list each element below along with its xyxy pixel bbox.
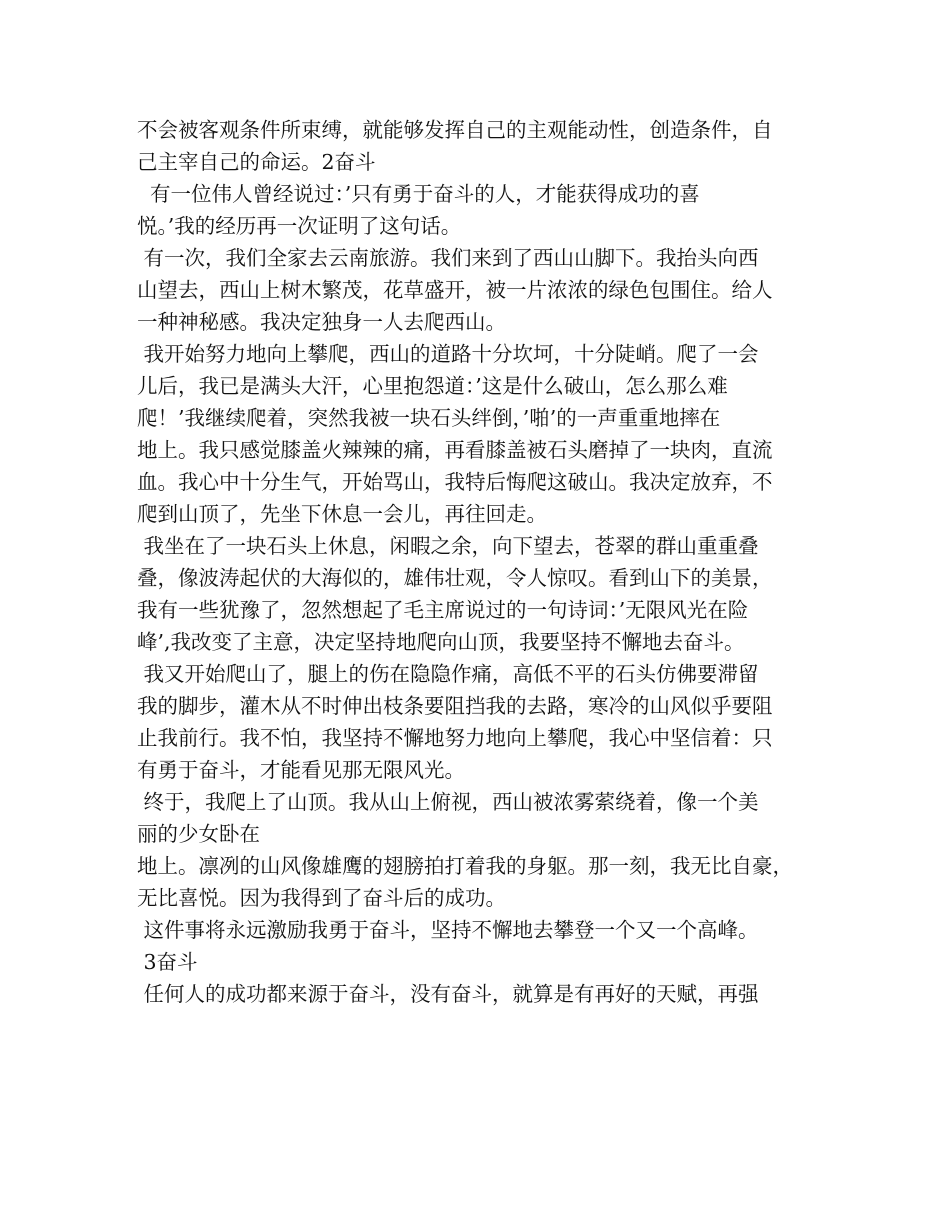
text-line: 有勇于奋斗，才能看见那无限风光。 <box>137 758 465 782</box>
text-line: 我的脚步，灌木从不时伸出枝条要阻挡我的去路，寒冷的山风似乎要阻 <box>137 694 773 718</box>
text-line: 有一次，我们全家去云南旅游。我们来到了西山山脚下。我抬头向西 <box>137 246 759 270</box>
text-line: 爬！’我继续爬着，突然我被一块石头绊倒，’啪’的一声重重地摔在 <box>137 406 721 430</box>
text-line: 悦。’我的经历再一次证明了这句话。 <box>137 214 462 238</box>
text-line: 血。我心中十分生气，开始骂山，我特后悔爬这破山。我决定放弃，不 <box>137 470 773 494</box>
text-line: 终于，我爬上了山顶。我从山上俯视，西山被浓雾萦绕着，像一个美 <box>137 790 759 814</box>
text-line: 不会被客观条件所束缚，就能够发挥自己的主观能动性，创造条件，自 <box>137 118 773 142</box>
text-line: 峰’,我改变了主意，决定坚持地爬向山顶，我要坚持不懈地去奋斗。 <box>137 630 745 654</box>
text-line: 山望去，西山上树木繁茂，花草盛开，被一片浓浓的绿色包围住。给人 <box>137 278 773 302</box>
text-line: 我坐在了一块石头上休息，闲暇之余，向下望去，苍翠的群山重重叠 <box>137 534 759 558</box>
text-line: 3奋斗 <box>137 950 198 974</box>
text-line: 儿后，我已是满头大汗，心里抱怨道：’这是什么破山，怎么那么难 <box>137 374 728 398</box>
text-line: 任何人的成功都来源于奋斗，没有奋斗，就算是有再好的天赋，再强 <box>137 982 759 1006</box>
text-line: 叠，像波涛起伏的大海似的，雄伟壮观，令人惊叹。看到山下的美景， <box>137 566 773 590</box>
text-line: 我有一些犹豫了，忽然想起了毛主席说过的一句诗词：’无限风光在险 <box>137 598 749 622</box>
text-line: 一种神秘感。我决定独身一人去爬西山。 <box>137 310 506 334</box>
text-line: 地上。凛冽的山风像雄鹰的翅膀拍打着我的身躯。那一刻，我无比自豪， <box>137 854 793 878</box>
text-line: 我开始努力地向上攀爬，西山的道路十分坎坷，十分陡峭。爬了一会 <box>137 342 759 366</box>
text-line: 我又开始爬山了，腿上的伤在隐隐作痛，高低不平的石头仿佛要滞留 <box>137 662 759 686</box>
text-line: 止我前行。我不怕，我坚持不懈地努力地向上攀爬，我心中坚信着：只 <box>137 726 773 750</box>
text-line: 无比喜悦。因为我得到了奋斗后的成功。 <box>137 886 506 910</box>
text-line: 地上。我只感觉膝盖火辣辣的痛，再看膝盖被石头磨掉了一块肉，直流 <box>137 438 773 462</box>
text-line: 己主宰自己的命运。2奋斗 <box>137 150 376 174</box>
text-line: 有一位伟人曾经说过：’只有勇于奋斗的人，才能获得成功的喜 <box>137 182 700 206</box>
text-line: 丽的少女卧在 <box>137 822 260 846</box>
text-line: 这件事将永远激励我勇于奋斗，坚持不懈地去攀登一个又一个高峰。 <box>137 918 759 942</box>
text-line: 爬到山顶了，先坐下休息一会儿，再往回走。 <box>137 502 547 526</box>
essay-text <box>137 114 827 1010</box>
